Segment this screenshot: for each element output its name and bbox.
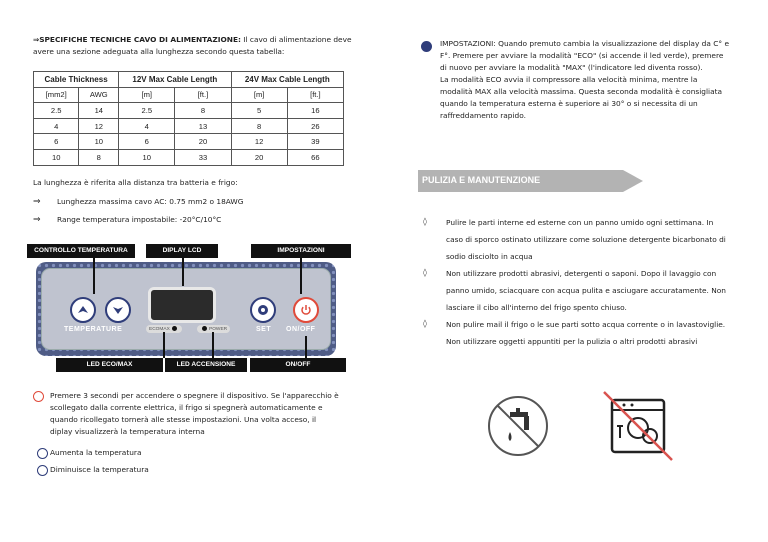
label-controllo-temperatura: CONTROLLO TEMPERATURA — [27, 244, 135, 258]
unit-cell: [m] — [231, 87, 287, 103]
table-cell: 5 — [231, 103, 287, 119]
arrow-glyph: ⇒ — [33, 197, 41, 207]
th-12v: 12V Max Cable Length — [119, 72, 231, 88]
bullet-line: Non utilizzare prodotti abrasivi, detergenti o saponi. Dopo il lavaggio con — [446, 269, 717, 278]
table-cell: 12 — [231, 134, 287, 150]
desc-line: IMPOSTAZIONI: Quando premuto cambia la visualizzazione del display da C° e — [440, 39, 729, 48]
power-text: POWER — [209, 326, 228, 332]
table-row — [34, 134, 344, 150]
ecomax-led — [172, 326, 177, 331]
bullet-line: lasciare il cibo all'interno del frigo spento chiuso. — [446, 303, 627, 312]
table-cell: 8 — [79, 149, 119, 165]
arrow-item-text: Lunghezza massima cavo AC: 0.75 mm2 o 18AWG — [57, 197, 244, 206]
table-cell: 20 — [231, 149, 287, 165]
power-button[interactable] — [293, 297, 319, 323]
settings-description — [440, 38, 732, 122]
desc-line: quando ricollegato tornerà alle stesse impostazioni. Una volta acceso, il — [50, 415, 317, 424]
temperature-label: TEMPERATURE — [64, 326, 123, 333]
table-cell: 26 — [287, 118, 343, 134]
no-dishwasher-icon — [602, 390, 674, 462]
bullet-line: Pulire le parti interne ed esterne con un panno umido ogni settimana. In — [446, 218, 714, 227]
bullet-item — [446, 319, 736, 348]
bullet-line: Non pulire mail il frigo o le sue parti sotto acqua corrente o in lavastoviglie. — [446, 320, 726, 329]
desc-line: Premere 3 secondi per accendere o spegnere il dispositivo. Se l'apparecchio è — [50, 391, 339, 400]
table-row — [34, 118, 344, 134]
power-icon — [299, 303, 313, 317]
table-cell: 10 — [34, 149, 79, 165]
bullet-item — [446, 268, 736, 314]
pointer-line — [300, 258, 302, 294]
unit-cell: [ft.] — [175, 87, 231, 103]
table-header-row — [34, 72, 344, 88]
distance-note: La lunghezza è riferita alla distanza tra batteria e frigo: — [33, 178, 238, 187]
label-display-lcd: DIPLAY LCD — [146, 244, 218, 258]
table-cell: 2.5 — [119, 103, 175, 119]
desc-line: scollegato dalla corrente elettrica, il frigo si spegnerà automaticamente e — [50, 403, 323, 412]
label-led-accensione: LED ACCENSIONE — [165, 358, 247, 372]
no-running-water-icon — [486, 394, 550, 458]
desc-line: modalità MAX alla velocità massima. Questa seconda modalità è consigliata — [440, 87, 723, 96]
onoff-label: ON/OFF — [286, 326, 316, 333]
temp-up-button[interactable] — [70, 297, 96, 323]
chevron-up-icon — [37, 448, 48, 459]
desc-line: F°. Premere per avviare la modalità "ECO" (si accende il led verde), premere — [440, 51, 724, 60]
ecomax-text: ECOMAX — [149, 326, 170, 332]
pointer-line — [305, 336, 307, 358]
section-title: PULIZIA E MANUTENZIONE — [422, 175, 541, 185]
power-led — [202, 326, 207, 331]
table-row — [34, 103, 344, 119]
table-cell: 2.5 — [34, 103, 79, 119]
gear-icon — [421, 41, 432, 52]
chevron-down-icon — [111, 303, 125, 317]
table-row — [34, 149, 344, 165]
table-cell: 10 — [119, 149, 175, 165]
table-cell: 6 — [34, 134, 79, 150]
unit-cell: [m] — [119, 87, 175, 103]
desc-line: quando la temperatura esterna è superiore ai 30° o si necessita di un — [440, 99, 698, 108]
chevron-up-icon — [76, 303, 90, 317]
th-cable-thickness: Cable Thickness — [34, 72, 119, 88]
bullet-line: Non utilizzare oggetti appuntiti per la pulizia o altri prodotti abrasivi — [446, 337, 698, 346]
pointer-line — [163, 332, 165, 358]
bullet-item — [446, 217, 736, 263]
table-cell: 10 — [79, 134, 119, 150]
arrow-item-text: Range temperatura impostabile: -20°C/10°C — [57, 215, 222, 224]
pointer-line — [182, 258, 184, 286]
power-description — [50, 390, 343, 438]
bullet-glyph: ◊ — [423, 217, 427, 226]
arrow-glyph: ⇒ — [33, 215, 41, 225]
bullet-line: caso di sporco ostinato utilizzare come soluzione detergente bicarbonato di — [446, 235, 726, 244]
unit-cell: AWG — [79, 87, 119, 103]
unit-cell: [ft.] — [287, 87, 343, 103]
label-impostazioni: IMPOSTAZIONI — [251, 244, 351, 258]
table-cell: 14 — [79, 103, 119, 119]
th-24v: 24V Max Cable Length — [231, 72, 343, 88]
table-cell: 6 — [119, 134, 175, 150]
table-cell: 33 — [175, 149, 231, 165]
unit-cell: [mm2] — [34, 87, 79, 103]
bullet-glyph: ◊ — [423, 319, 427, 328]
desc-line: diplay visualizzerà la temperatura interna — [50, 427, 205, 436]
gear-icon — [256, 303, 270, 317]
table-cell: 4 — [119, 118, 175, 134]
table-cell: 4 — [34, 118, 79, 134]
table-cell: 16 — [287, 103, 343, 119]
down-description: Diminuisce la temperatura — [50, 465, 149, 474]
table-cell: 20 — [175, 134, 231, 150]
table-units-row — [34, 87, 344, 103]
cable-table — [33, 71, 344, 166]
pointer-line — [93, 258, 95, 294]
table-cell: 12 — [79, 118, 119, 134]
spec-heading-bold: ⇒SPECIFICHE TECNICHE CAVO DI ALIMENTAZIONE: — [33, 35, 241, 44]
up-description: Aumenta la temperatura — [50, 448, 142, 457]
bullet-line: panno umido, sciacquare con acqua pulita e asciugare accuratamente. Non — [446, 286, 726, 295]
section-banner — [418, 170, 643, 192]
arrow-item-cable — [33, 197, 243, 207]
bullet-glyph: ◊ — [423, 268, 427, 277]
temp-down-button[interactable] — [105, 297, 131, 323]
table-cell: 39 — [287, 134, 343, 150]
chevron-down-icon — [37, 465, 48, 476]
desc-line: raffreddamento rapido. — [440, 111, 526, 120]
set-button[interactable] — [250, 297, 276, 323]
bullet-line: sodio disciolto in acqua — [446, 252, 533, 261]
spec-heading-rest: Il cavo di alimentazione deve — [240, 35, 352, 44]
table-cell: 8 — [231, 118, 287, 134]
set-label: SET — [256, 326, 272, 333]
power-indicator — [197, 325, 230, 333]
spec-heading — [33, 34, 353, 57]
label-led-eco-max: LED ECO/MAX — [56, 358, 163, 372]
table-cell: 8 — [175, 103, 231, 119]
spec-heading-line2: avere una sezione adeguata alla lunghezza secondo questa tabella: — [33, 46, 285, 56]
table-cell: 13 — [175, 118, 231, 134]
desc-line: La modalità ECO avvia il compressore alla velocità minima, mentre la — [440, 75, 698, 84]
desc-line: di nuovo per avviare la modalità "MAX" (l'indicatore led diventa rosso). — [440, 63, 703, 72]
label-on-off: ON/OFF — [250, 358, 346, 372]
pointer-line — [212, 332, 214, 358]
table-cell: 66 — [287, 149, 343, 165]
power-icon — [33, 391, 44, 402]
arrow-item-range — [33, 215, 221, 225]
lcd-display — [148, 287, 216, 323]
